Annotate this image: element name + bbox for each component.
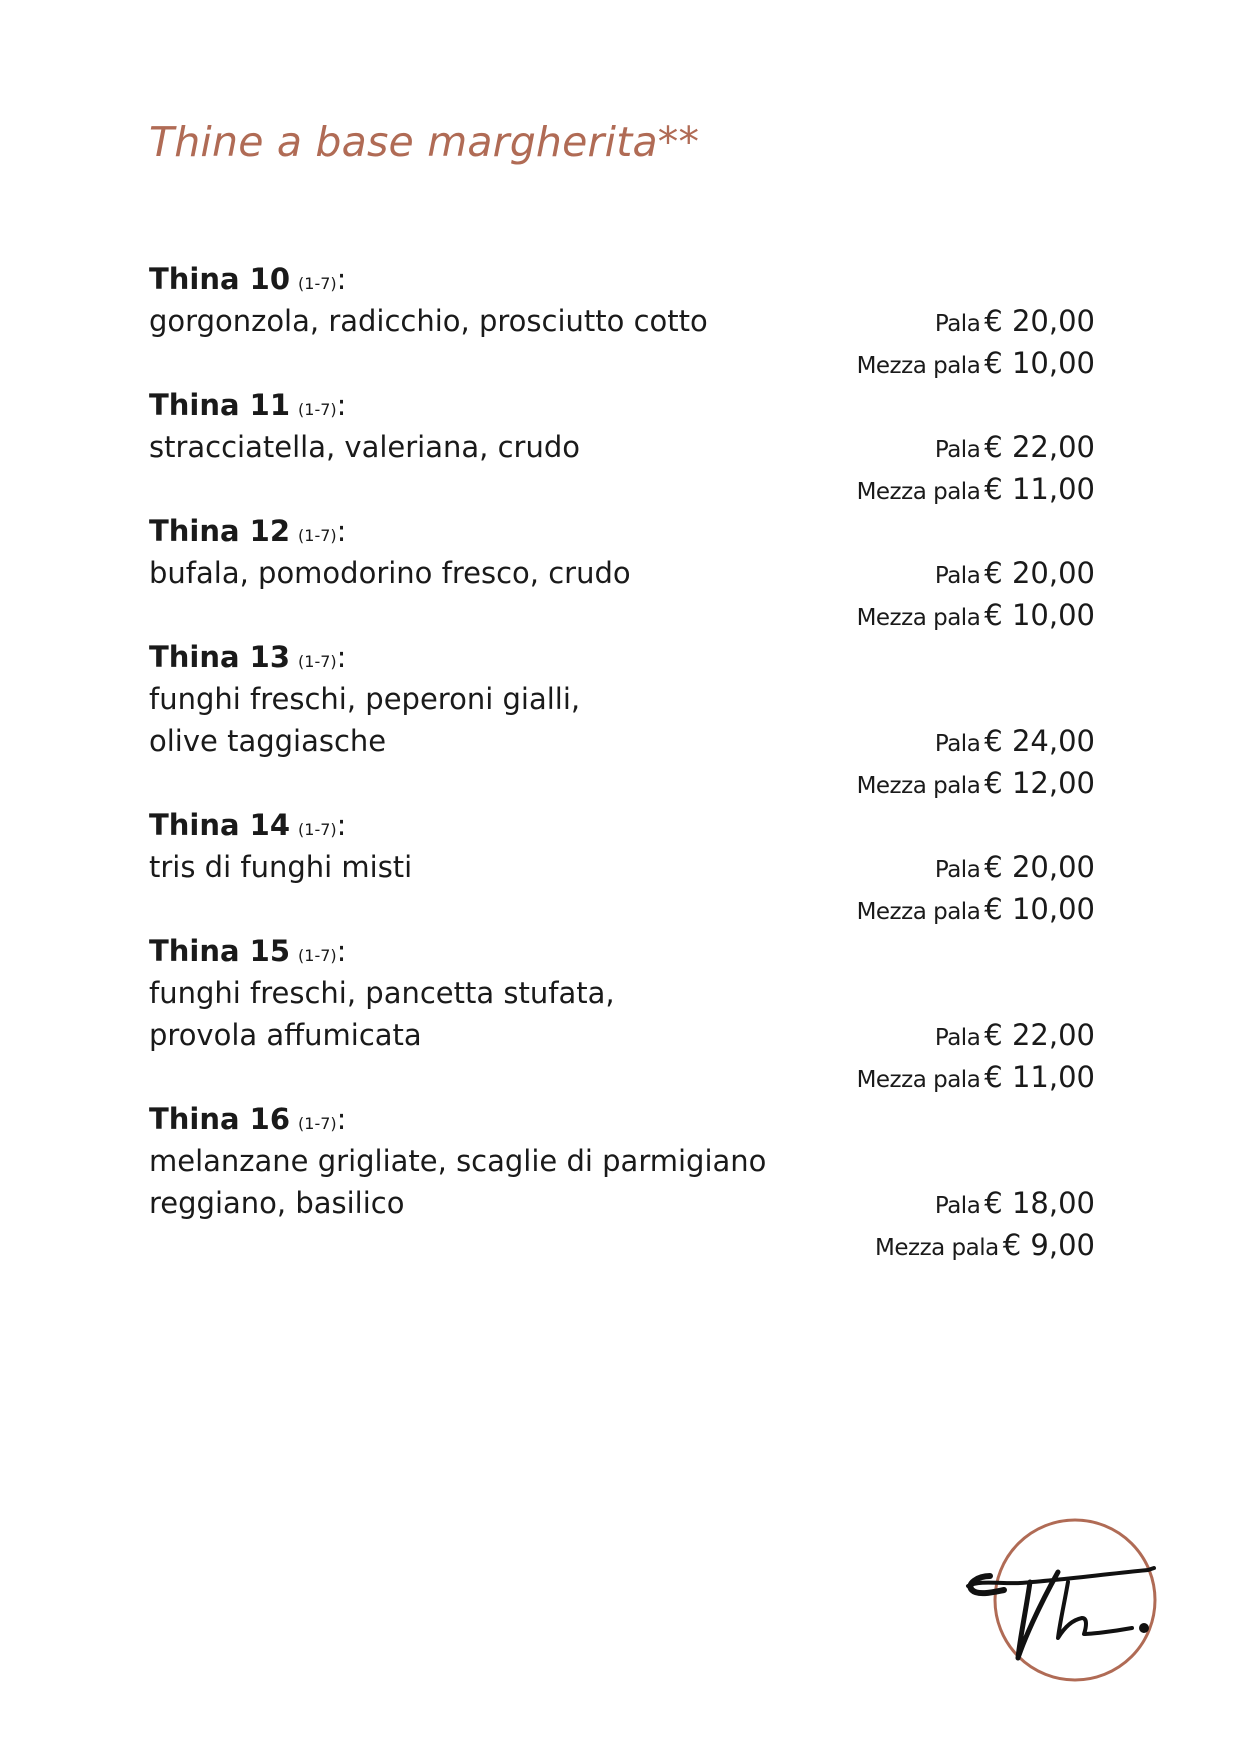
item-title: Thina 15 [149,934,291,968]
logo-dot [1139,1623,1149,1633]
item-colon: : [336,262,347,296]
item-row-half [149,1056,1095,1098]
item-row [149,1014,1095,1056]
logo-stroke-h [1058,1582,1132,1638]
item-description-line: funghi freschi, peperoni gialli, [149,682,581,716]
price-mezza-pala-value: 10,00 [1011,892,1095,926]
item-row [149,1140,1095,1182]
item-title: Thina 11 [149,388,291,422]
price-mezza-pala-label: Mezza pala [856,605,981,631]
item-row [149,1182,1095,1224]
price-pala-label: Pala [934,1193,981,1219]
price-pala [935,552,1095,597]
price-mezza-pala [857,1056,1095,1101]
price-mezza-pala-currency: € [984,892,1003,926]
item-description-line: melanzane grigliate, scaglie di parmigiano [149,1144,767,1178]
item-description-line: provola affumicata [149,1018,422,1052]
item-row [149,552,1095,594]
item-title: Thina 12 [149,514,291,548]
price-pala-value: 20,00 [1011,556,1095,590]
item-title: Thina 14 [149,808,291,842]
item-row [149,720,1095,762]
item-name [149,1098,1095,1140]
price-mezza-pala [857,468,1095,513]
item-description-line: gorgonzola, radicchio, prosciutto cotto [149,304,708,338]
price-mezza-pala [857,762,1095,807]
item-row-half [149,762,1095,804]
price-pala-label: Pala [934,1025,981,1051]
price-pala [935,1182,1095,1227]
item-colon: : [336,514,347,548]
price-mezza-pala-label: Mezza pala [856,353,981,379]
thina-signature-logo-icon [960,1510,1170,1690]
price-mezza-pala-value: 11,00 [1011,1060,1095,1094]
item-colon: : [336,808,347,842]
price-mezza-pala-label: Mezza pala [875,1235,999,1261]
price-mezza-pala-currency: € [984,766,1003,800]
item-colon: : [336,640,347,674]
allergen-codes: (1-7) [298,1114,337,1133]
item-colon: : [336,1102,347,1136]
price-pala-currency: € [984,850,1003,884]
allergen-codes: (1-7) [298,652,337,671]
price-pala-currency: € [984,556,1003,590]
item-title: Thina 16 [149,1102,291,1136]
allergen-codes: (1-7) [298,946,337,965]
price-mezza-pala [857,594,1095,639]
price-mezza-pala-label: Mezza pala [856,899,981,925]
price-mezza-pala-label: Mezza pala [856,1067,981,1093]
price-pala-currency: € [984,1186,1003,1220]
price-mezza-pala-value: 10,00 [1011,346,1095,380]
item-row [149,972,1095,1014]
price-mezza-pala-label: Mezza pala [856,773,981,799]
item-row [149,846,1095,888]
item-row [149,300,1095,342]
price-pala-currency: € [984,1018,1003,1052]
allergen-codes: (1-7) [298,526,337,545]
price-mezza-pala [857,342,1095,387]
menu-item [149,510,1095,636]
item-description-line: funghi freschi, pancetta stufata, [149,976,615,1010]
price-mezza-pala-currency: € [984,346,1003,380]
price-pala [935,720,1095,765]
price-mezza-pala-currency: € [984,598,1003,632]
price-pala-currency: € [984,304,1003,338]
price-pala-value: 24,00 [1011,724,1095,758]
item-row-half [149,888,1095,930]
item-description-line: reggiano, basilico [149,1186,405,1220]
price-pala-value: 20,00 [1011,850,1095,884]
item-title: Thina 10 [149,262,291,296]
price-pala-label: Pala [934,311,981,337]
section-title: Thine a base margherita** [149,118,700,166]
price-pala-currency: € [984,430,1003,464]
price-mezza-pala-value: 11,00 [1011,472,1095,506]
item-row-half [149,342,1095,384]
price-mezza-pala [857,888,1095,933]
price-pala-label: Pala [934,857,981,883]
price-mezza-pala-currency: € [984,472,1003,506]
item-colon: : [336,388,347,422]
menu-list [149,258,1095,1266]
price-pala-label: Pala [934,563,981,589]
menu-item [149,1098,1095,1266]
menu-item [149,930,1095,1098]
item-name [149,804,1095,846]
menu-item [149,636,1095,804]
allergen-codes: (1-7) [298,274,337,293]
price-pala-value: 22,00 [1011,1018,1095,1052]
price-pala-currency: € [984,724,1003,758]
price-mezza-pala-value: 12,00 [1011,766,1095,800]
price-pala-value: 20,00 [1011,304,1095,338]
item-name [149,636,1095,678]
item-row [149,426,1095,468]
price-pala [935,846,1095,891]
item-colon: : [336,934,347,968]
item-description-line: olive taggiasche [149,724,387,758]
item-row [149,678,1095,720]
allergen-codes: (1-7) [298,820,337,839]
item-description-line: bufala, pomodorino fresco, crudo [149,556,631,590]
item-description-line: tris di funghi misti [149,850,413,884]
price-pala [935,300,1095,345]
item-row-half [149,594,1095,636]
price-pala-value: 18,00 [1011,1186,1095,1220]
price-mezza-pala-currency: € [984,1060,1003,1094]
item-title: Thina 13 [149,640,291,674]
item-name [149,510,1095,552]
logo-stroke-t-stem [1018,1572,1058,1658]
item-row-half [149,468,1095,510]
price-mezza-pala-label: Mezza pala [856,479,981,505]
item-name [149,384,1095,426]
price-mezza-pala [875,1224,1095,1269]
item-row-half [149,1224,1095,1266]
menu-item [149,384,1095,510]
price-mezza-pala-value: 10,00 [1011,598,1095,632]
item-name [149,258,1095,300]
price-mezza-pala-value: 9,00 [1030,1228,1095,1262]
menu-item [149,804,1095,930]
price-pala [935,1014,1095,1059]
item-description-line: stracciatella, valeriana, crudo [149,430,580,464]
logo-stroke-t-bar [968,1568,1154,1586]
price-pala-label: Pala [934,731,981,757]
allergen-codes: (1-7) [298,400,337,419]
price-pala-label: Pala [934,437,981,463]
menu-item [149,258,1095,384]
price-pala [935,426,1095,471]
item-name [149,930,1095,972]
price-mezza-pala-currency: € [1002,1228,1022,1262]
price-pala-value: 22,00 [1011,430,1095,464]
